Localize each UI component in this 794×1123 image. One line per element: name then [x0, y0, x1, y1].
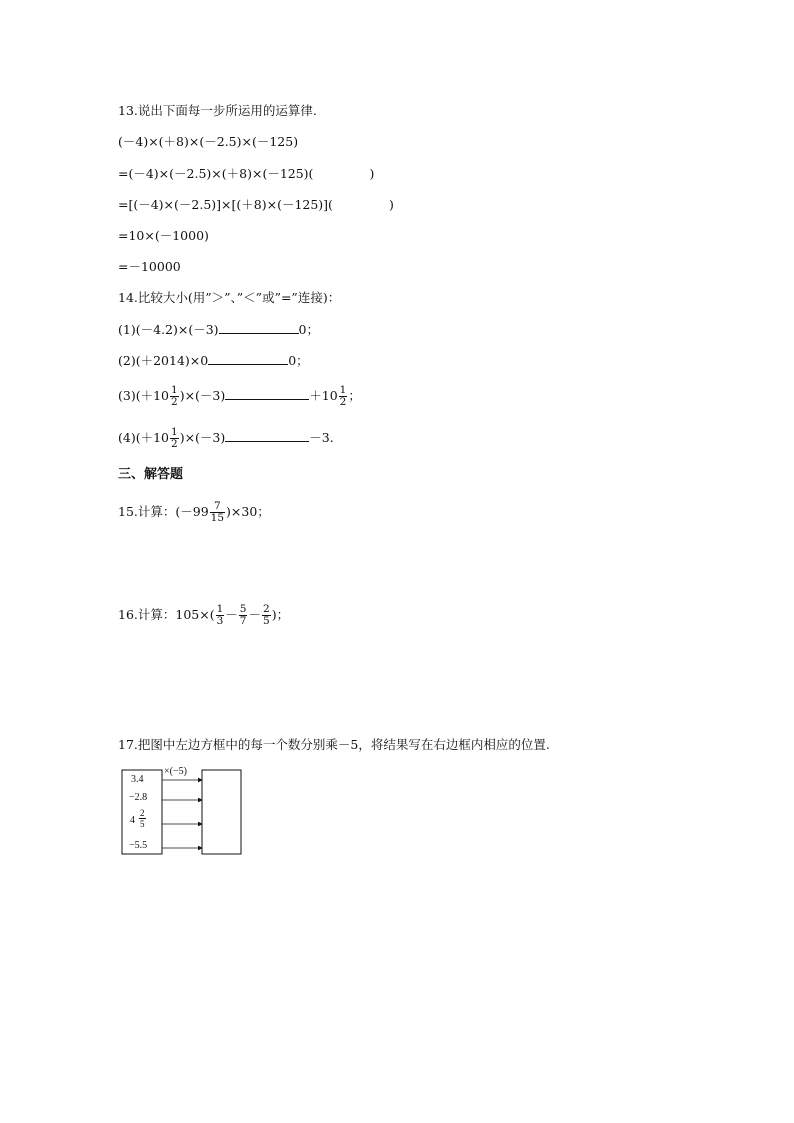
q16-f2-num: 5: [239, 603, 247, 615]
q15-prefix: 15.计算：(－99: [118, 504, 209, 519]
q14-p3-answer-blank[interactable]: [225, 398, 309, 400]
q13-step1-close: ): [369, 166, 375, 181]
q14-p3-rfrac-num: 1: [339, 384, 347, 396]
q14-part3: [118, 382, 361, 410]
q15-frac-den: 15: [210, 512, 225, 524]
q14-p3-frac-den: 2: [171, 396, 178, 408]
q14-p2-answer-blank[interactable]: [208, 363, 288, 365]
q14-p3-prefix: (3)(＋10: [118, 388, 169, 403]
q14-p3-suffix: )×(－3): [179, 388, 226, 403]
q14-p2-expr: (2)(＋2014)×0: [118, 353, 209, 368]
q13-step1-expr: =(－4)×(－2.5)×(＋8)×(－125)(: [118, 166, 314, 181]
q15: [118, 497, 270, 527]
q14-p3-frac-num: 1: [171, 384, 178, 396]
q13-title: 13.说出下面每一步所运用的运算律.: [118, 103, 317, 118]
q14-p4-fraction: [170, 427, 179, 450]
q14-p2-end: 0；: [288, 353, 309, 368]
q14-p3-fraction: [170, 385, 179, 408]
q14-p4-frac-den: 2: [171, 438, 178, 450]
q17-value-2: −2.8: [129, 792, 148, 803]
section3-title: 三、解答题: [118, 467, 184, 482]
q17-mixed-num: 2: [140, 808, 145, 818]
q16-op1: －: [225, 607, 238, 622]
q14-p4-answer-blank[interactable]: [225, 440, 309, 442]
q15-frac-num: 7: [210, 501, 225, 513]
q16-fraction-1: [216, 604, 225, 627]
q15-fraction: [210, 501, 225, 524]
q14-title: 14.比较大小(用”＞”、”＜”或”=”连接)：: [118, 290, 341, 305]
q17-value-3-fraction: [139, 808, 146, 829]
q16-fraction-2: [239, 604, 248, 627]
q14-part2: [118, 353, 309, 369]
q15-suffix: )×30；: [226, 504, 270, 519]
q16-op2: －: [248, 607, 261, 622]
q17-right-box[interactable]: [202, 770, 241, 854]
q17-title: 17.把图中左边方框中的每一个数分别乘－5，将结果写在右边框内相应的位置.: [118, 737, 550, 752]
q17-value-3: 4: [130, 815, 135, 826]
q14-p4-frac-num: 1: [171, 426, 178, 438]
q13-step0: (－4)×(＋8)×(－2.5)×(－125): [118, 134, 299, 149]
q17-value-4: −5.5: [129, 840, 148, 851]
q16-fraction-3: [262, 604, 271, 627]
q16-f3-den: 5: [263, 615, 270, 627]
q14-p1-answer-blank[interactable]: [219, 332, 299, 334]
q16-f2-den: 7: [239, 615, 247, 627]
q14-p4-suffix: )×(－3): [179, 430, 226, 445]
q14-p4-end: －3.: [309, 430, 334, 445]
q16: [118, 600, 289, 630]
q17-diagram: [118, 766, 246, 858]
q14-p3-right: ＋10: [309, 388, 338, 403]
q17-value-1: 3.4: [131, 774, 144, 785]
q13-step2-expr: =[(－4)×(－2.5)]×[(＋8)×(－125)](: [118, 197, 333, 212]
q14-p3-end: ；: [348, 388, 361, 403]
q16-f1-den: 3: [216, 615, 224, 627]
q14-p3-rfrac-den: 2: [339, 396, 347, 408]
q16-prefix: 16.计算：105×(: [118, 607, 215, 622]
q13-step2-close: ): [388, 197, 394, 212]
q17-mixed-den: 5: [140, 819, 145, 829]
q14-part1: [118, 322, 319, 338]
q17-operator-label: ×(−5): [164, 766, 187, 777]
q16-suffix: )；: [271, 607, 290, 622]
q13-step1: [118, 166, 374, 182]
q14-p4-prefix: (4)(＋10: [118, 430, 169, 445]
q16-f3-num: 2: [263, 603, 270, 615]
q14-part4: [118, 424, 334, 452]
q13-step4: =－10000: [118, 259, 181, 274]
q14-p3-right-fraction: [339, 385, 348, 408]
q14-p1-expr: (1)(－4.2)×(－3): [118, 322, 219, 337]
q14-p1-end: 0；: [298, 322, 319, 337]
q13-step2: [118, 197, 394, 213]
q13-step3: =10×(－1000): [118, 228, 209, 243]
q16-f1-num: 1: [216, 603, 224, 615]
